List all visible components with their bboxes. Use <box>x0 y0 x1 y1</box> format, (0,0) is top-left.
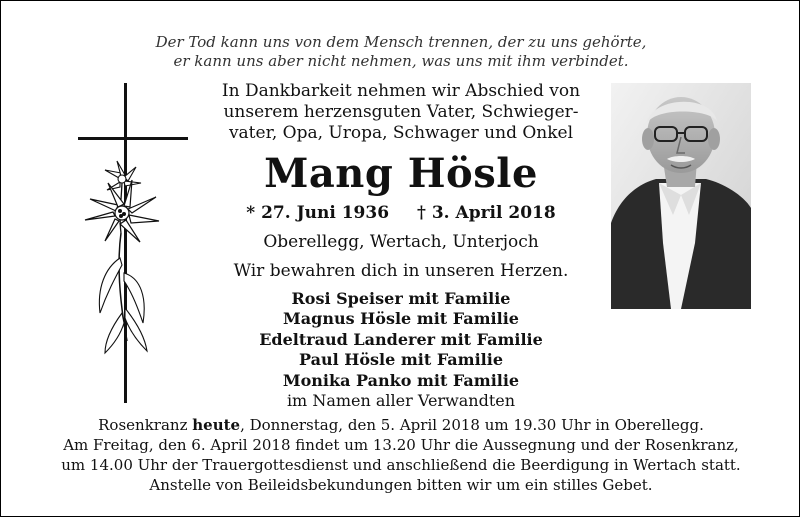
intro-line: In Dankbarkeit nehmen wir Abschied von <box>221 81 581 101</box>
rosary-line <box>1 415 800 435</box>
mourner: Rosi Speiser mit Familie <box>291 289 511 308</box>
intro-line: unserem herzensguten Vater, Schwieger- <box>223 102 579 122</box>
rosary-details: , Donnerstag, den 5. April 2018 um 19.30 Uhr in Oberellegg. <box>240 416 704 434</box>
quote-line: Der Tod kann uns von dem Mensch trennen, der zu uns gehörte, <box>155 33 647 51</box>
memorial-quote <box>1 33 800 71</box>
service-info <box>1 415 800 495</box>
mourner: Monika Panko mit Familie <box>282 370 520 390</box>
home-places: Oberellegg, Wertach, Unterjoch <box>263 232 539 252</box>
birth-date: * 27. Juni 1936 <box>246 203 390 223</box>
service-line: Anstelle von Beileidsbekundungen bitten wir um ein stilles Gebet. <box>149 476 653 494</box>
mourners-list <box>201 289 601 411</box>
intro-text <box>201 81 601 144</box>
deceased-name: Mang Hösle <box>264 150 538 197</box>
motto: Wir bewahren dich in unseren Herzen. <box>233 261 569 281</box>
mourner: Edeltraud Landerer mit Familie <box>259 329 543 349</box>
intro-line: vater, Opa, Uropa, Schwager und Onkel <box>228 123 574 143</box>
service-line: Am Freitag, den 6. April 2018 findet um 13.20 Uhr die Aussegnung und der Rosenkranz, <box>63 436 739 454</box>
life-dates <box>201 201 601 225</box>
mourner: Paul Hösle mit Familie <box>298 350 504 370</box>
mourner: Magnus Hösle mit Familie <box>283 309 519 329</box>
death-date: † 3. April 2018 <box>417 203 556 223</box>
quote-line: er kann uns aber nicht nehmen, was uns mit ihm verbindet. <box>173 52 629 70</box>
portrait-photo <box>611 83 751 309</box>
service-line: um 14.00 Uhr der Trauergottesdienst und anschließend die Beerdigung in Wertach statt. <box>61 456 741 474</box>
relatives-line: im Namen aller Verwandten <box>286 391 516 411</box>
portrait-image <box>611 83 751 309</box>
rosary-text: Rosenkranz <box>98 416 193 434</box>
rosary-highlight: heute <box>192 416 241 434</box>
cross-with-edelweiss-icon <box>75 83 195 403</box>
